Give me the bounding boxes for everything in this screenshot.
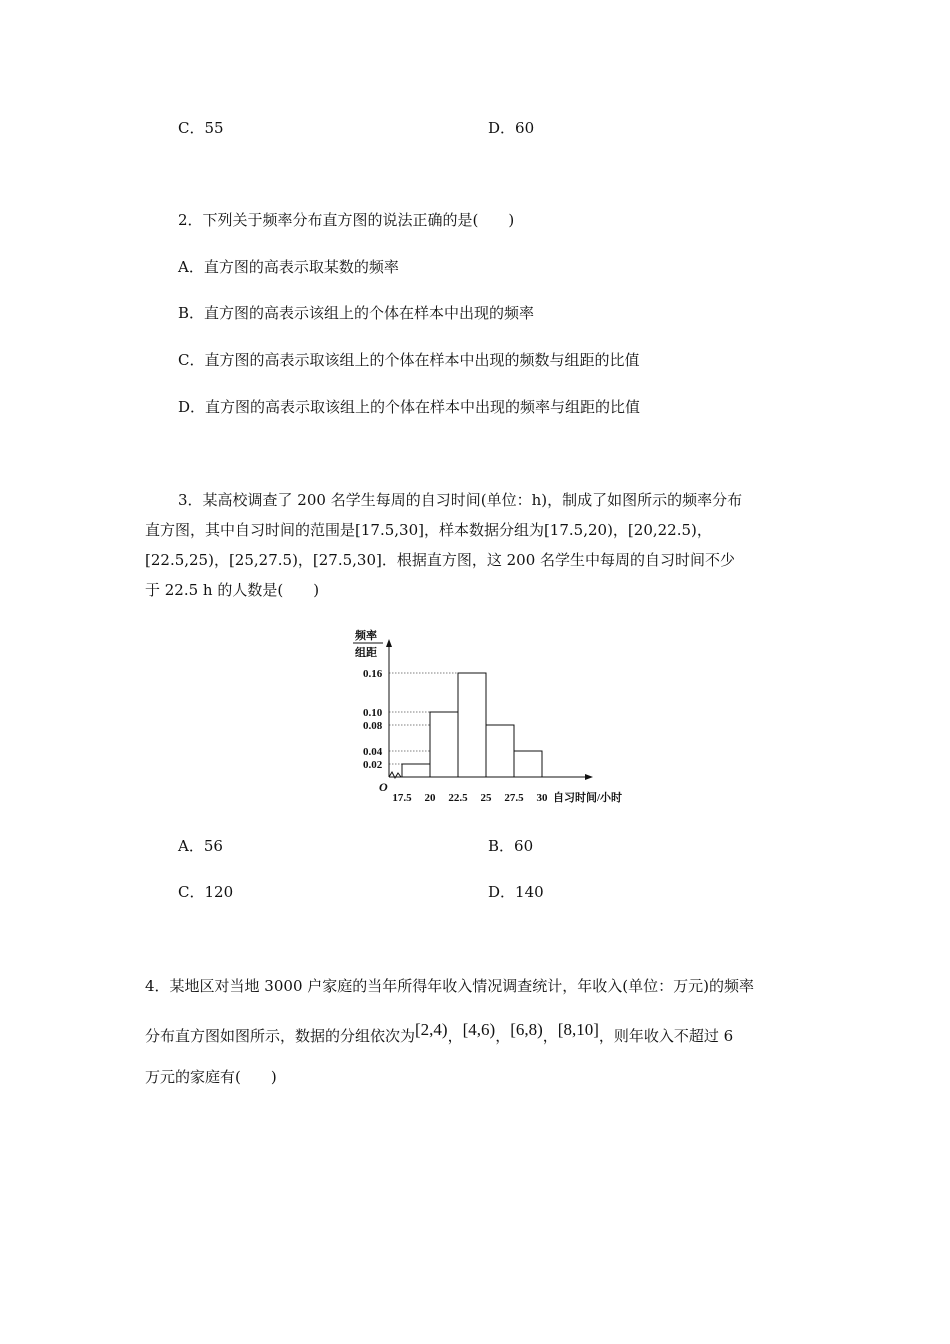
y-tick-label: 0.08	[363, 720, 383, 732]
origin-label: O	[379, 780, 388, 794]
q3-line-4: 于 22.5 h 的人数是( )	[145, 581, 320, 599]
q2-option-d: D．直方图的高表示取该组上的个体在样本中出现的频率与组距的比值	[178, 398, 641, 416]
q4-group-1: [2,4)	[415, 1020, 448, 1039]
q3-option-b: B．60	[488, 837, 534, 855]
x-tick-label: 17.5	[392, 792, 412, 804]
histogram-bar	[402, 764, 430, 777]
y-tick-label: 0.04	[363, 746, 383, 758]
histogram-bar	[458, 673, 486, 777]
q4-sep-2: ，	[495, 1027, 511, 1045]
q4-group-2: [4,6)	[462, 1020, 496, 1039]
x-axis-arrow	[585, 774, 593, 780]
histogram-bar	[514, 751, 542, 777]
q3-line-3: [22.5,25)，[25,27.5)，[27.5,30]．根据直方图，这 200 名学生中每周的自习时间不少	[145, 551, 736, 569]
q4-line-1: 4．某地区对当地 3000 户家庭的当年所得年收入情况调查统计，年收入(单位：万元)的频率	[145, 977, 754, 995]
x-tick-label: 20	[424, 792, 436, 804]
histogram-chart	[345, 625, 645, 810]
q4-line-2-suffix: ，则年收入不超过 6	[598, 1027, 734, 1045]
x-axis-label: 自习时间/小时	[553, 792, 623, 804]
q4-group-3: [6,8)	[510, 1020, 543, 1039]
y-axis-arrow	[386, 639, 392, 647]
y-label-bottom: 组距	[355, 647, 377, 659]
q2-stem: 2．下列关于频率分布直方图的说法正确的是( )	[178, 211, 515, 229]
q2-option-b: B．直方图的高表示该组上的个体在样本中出现的频率	[178, 304, 535, 322]
x-tick-label: 22.5	[448, 792, 468, 804]
q4-line-3: 万元的家庭有( )	[145, 1068, 277, 1086]
q3-option-a: A．56	[178, 837, 223, 855]
q1-option-c: C．55	[178, 119, 224, 137]
q2-option-a: A．直方图的高表示取某数的频率	[178, 258, 399, 276]
histogram-bar	[430, 712, 458, 777]
x-tick-label: 25	[480, 792, 492, 804]
q4-line-2-prefix: 分布直方图如图所示，数据的分组依次为	[145, 1027, 416, 1045]
histogram-bar	[486, 725, 514, 777]
y-tick-label: 0.02	[363, 759, 383, 771]
y-label-top: 频率	[355, 630, 377, 642]
q3-line-1: 3．某高校调查了 200 名学生每周的自习时间(单位：h)，制成了如图所示的频率分布	[178, 491, 743, 509]
q3-option-c: C．120	[178, 883, 234, 901]
x-tick-label: 27.5	[504, 792, 524, 804]
q4-group-4: [8,10]	[557, 1020, 599, 1039]
y-tick-label: 0.10	[363, 707, 383, 719]
q4-sep-1: ，	[447, 1027, 463, 1045]
q2-option-c: C．直方图的高表示取该组上的个体在样本中出现的频数与组距的比值	[178, 351, 640, 369]
q3-line-2: 直方图，其中自习时间的范围是[17.5,30]，样本数据分组为[17.5,20)，[20,22.5)，	[145, 521, 712, 539]
q3-option-d: D．140	[488, 883, 544, 901]
q4-line-2	[145, 1020, 733, 1046]
y-tick-label: 0.16	[363, 668, 383, 680]
x-tick-label: 30	[536, 792, 548, 804]
q1-option-d: D．60	[488, 119, 535, 137]
q4-sep-3: ，	[542, 1027, 558, 1045]
